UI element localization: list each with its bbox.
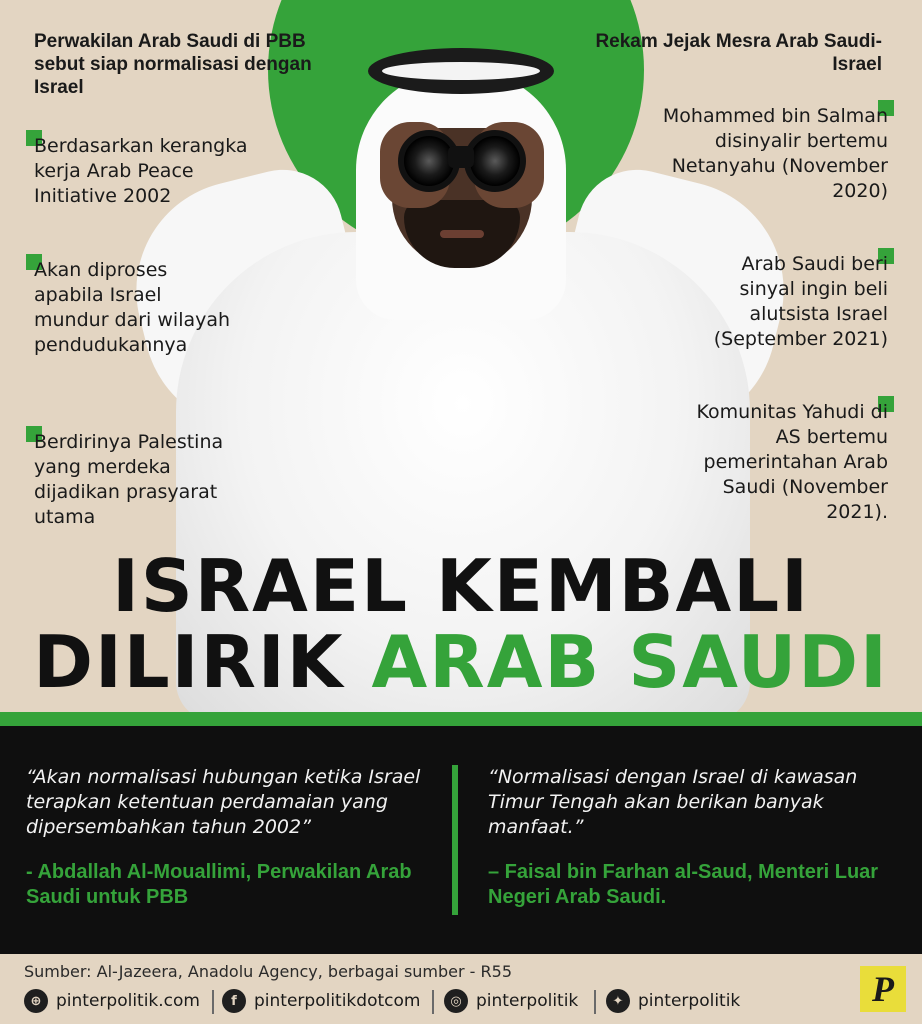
quote-right-attribution: – Faisal bin Farhan al-Saud, Menteri Luar Negeri Arab Saudi.	[488, 861, 879, 908]
quote-left-text: “Akan normalisasi hubungan ketika Israel terapkan ketentuan perdamaian yang dipersembahkan tahun 2002”	[26, 766, 421, 838]
social-twitter-label: pinterpolitik	[638, 991, 741, 1011]
quote-section	[0, 726, 922, 954]
left-point-3: Berdirinya Palestina yang merdeka dijadikan prasyarat utama	[34, 431, 224, 528]
pinterpolitik-logo: P	[860, 966, 906, 1012]
footer-separator	[212, 990, 214, 1014]
right-point-1: Mohammed bin Salman disinyalir bertemu Netanyahu (November 2020)	[662, 105, 888, 202]
headline-dark-part: DILIRIK	[33, 620, 372, 704]
right-point-3: Komunitas Yahudi di AS bertemu pemerintahan Arab Saudi (November 2021).	[696, 401, 888, 523]
globe-icon: ⊕	[24, 989, 48, 1013]
social-twitter[interactable]	[606, 988, 740, 1014]
headline-line-1: ISRAEL KEMBALI	[112, 544, 810, 628]
agal-headband	[368, 48, 554, 94]
right-panel-title: Rekam Jejak Mesra Arab Saudi-Israel	[595, 31, 882, 75]
left-point-1: Berdasarkan kerangka kerja Arab Peace Initiative 2002	[34, 135, 248, 207]
left-panel-title: Perwakilan Arab Saudi di PBB sebut siap normalisasi dengan Israel	[34, 31, 312, 98]
social-instagram-label: pinterpolitik	[476, 991, 579, 1011]
right-point-2: Arab Saudi beri sinyal ingin beli alutsista Israel (September 2021)	[713, 253, 888, 350]
social-facebook-label: pinterpolitikdotcom	[254, 991, 421, 1011]
facebook-icon: f	[222, 989, 246, 1013]
quote-right-text: “Normalisasi dengan Israel di kawasan Timur Tengah akan berikan banyak manfaat.”	[488, 766, 858, 838]
footer-separator	[594, 990, 596, 1014]
instagram-icon: ◎	[444, 989, 468, 1013]
source-credit: Sumber: Al-Jazeera, Anadolu Agency, berbagai sumber - R55	[24, 962, 512, 981]
green-separator-band	[0, 712, 922, 726]
footer-separator	[432, 990, 434, 1014]
social-instagram[interactable]	[444, 988, 578, 1014]
social-website[interactable]	[24, 988, 200, 1014]
mouth	[440, 230, 484, 238]
binoculars-bridge	[448, 146, 474, 168]
social-website-label: pinterpolitik.com	[56, 991, 200, 1011]
headline-line-2	[0, 620, 922, 704]
twitter-icon: ✦	[606, 989, 630, 1013]
social-facebook[interactable]	[222, 988, 420, 1014]
headline-green-part: ARAB SAUDI	[371, 620, 889, 704]
quote-left-attribution: - Abdallah Al-Mouallimi, Perwakilan Arab Saudi untuk PBB	[26, 861, 412, 908]
quote-divider	[452, 765, 458, 915]
left-point-2: Akan diproses apabila Israel mundur dari wilayah pendudukannya	[34, 259, 231, 356]
